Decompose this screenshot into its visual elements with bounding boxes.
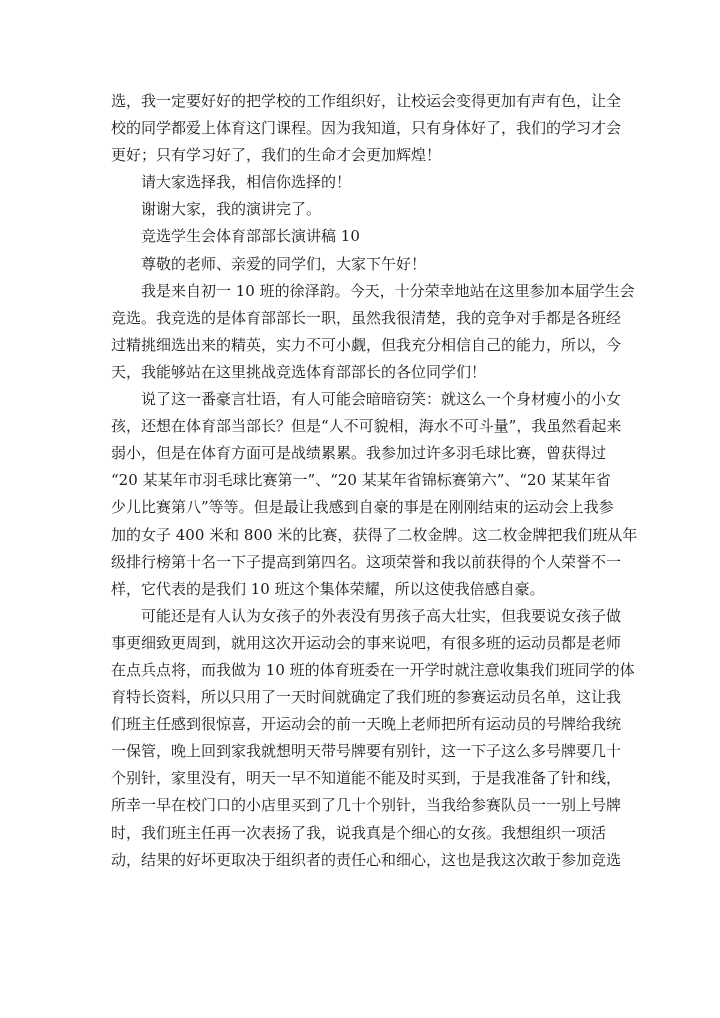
text-line: 弱小，但是在体育方面可是战绩累累。我参加过许多羽毛球比赛，曾获得过: [111, 444, 607, 463]
text-line: “20 某某年市羽毛球比赛第一”、“20 某某年省锦标赛第六”、“20 某某年省: [111, 471, 611, 490]
text-line: 我是来自初一 10 班的徐泽韵。今天，十分荣幸地站在这里参加本届学生会: [141, 281, 635, 300]
text-line: 育特长资料，所以只用了一天时间就确定了我们班的参赛运动员名单，这让我: [111, 688, 622, 707]
text-line: 动，结果的好坏更取决于组织者的责任心和细心，这也是我这次敢于参加竞选: [111, 850, 622, 869]
text-line: 过精挑细选出来的精英，实力不可小觑，但我充分相信自己的能力，所以，今: [111, 335, 622, 354]
text-line: 在点兵点将，而我做为 10 班的体育班委在一开学时就注意收集我们班同学的体: [111, 660, 635, 679]
text-line: 更好；只有学习好了，我们的生命才会更加辉煌！: [111, 146, 442, 165]
text-line: 们班主任感到很惊喜，开运动会的前一天晚上老师把所有运动员的号牌给我统: [111, 715, 622, 734]
text-line: 竞选学生会体育部部长演讲稿 10: [141, 227, 360, 246]
text-line: 所幸一早在校门口的小店里买到了几十个别针，当我给参赛队员一一别上号牌: [111, 796, 622, 815]
text-line: 谢谢大家，我的演讲完了。: [141, 200, 322, 219]
text-line: 请大家选择我，相信你选择的！: [141, 173, 352, 192]
text-line: 竞选。我竞选的是体育部部长一职，虽然我很清楚，我的竞争对手都是各班经: [111, 308, 622, 327]
text-line: 个别针，家里没有，明天一早不知道能不能及时买到，于是我准备了针和线，: [111, 769, 622, 788]
document-body: [111, 88, 638, 874]
text-line: 天，我能够站在这里挑战竞选体育部部长的各位同学们！: [111, 362, 487, 381]
text-line: 选，我一定要好好的把学校的工作组织好，让校运会变得更加有声有色，让全: [111, 92, 622, 110]
text-line: 一保管，晚上回到家我就想明天带号牌要有别针，这一下子这么多号牌要几十: [111, 742, 622, 761]
text-line: 时，我们班主任再一次表扬了我，说我真是个细心的女孩。我想组织一项活: [111, 823, 607, 842]
text-line: 孩，还想在体育部当部长？但是“人不可貌相，海水不可斗量”，我虽然看起来: [111, 417, 622, 436]
text-line: 尊敬的老师、亲爱的同学们，大家下午好！: [141, 254, 427, 273]
text-line: 可能还是有人认为女孩子的外表没有男孩子高大壮实，但我要说女孩子做: [141, 606, 622, 625]
text-line: 样，它代表的是我们 10 班这个集体荣耀，所以这使我倍感自豪。: [111, 579, 545, 598]
text-line: 说了这一番豪言壮语，有人可能会暗暗窃笑：就这么一个身材瘦小的小女: [141, 390, 622, 409]
text-line: 加的女子 400 米和 800 米的比赛，获得了二枚金牌。这二枚金牌把我们班从年: [111, 525, 638, 544]
text-line: 校的同学都爱上体育这门课程。因为我知道，只有身体好了，我们的学习才会: [111, 119, 622, 138]
text-line: 事更细致更周到，就用这次开运动会的事来说吧，有很多班的运动员都是老师: [111, 633, 622, 652]
text-line: 级排行榜第十名一下子提高到第四名。这项荣誉和我以前获得的个人荣誉不一: [111, 552, 622, 571]
text-line: 少儿比赛第八”等等。但是最让我感到自豪的事是在刚刚结束的运动会上我参: [111, 498, 614, 517]
